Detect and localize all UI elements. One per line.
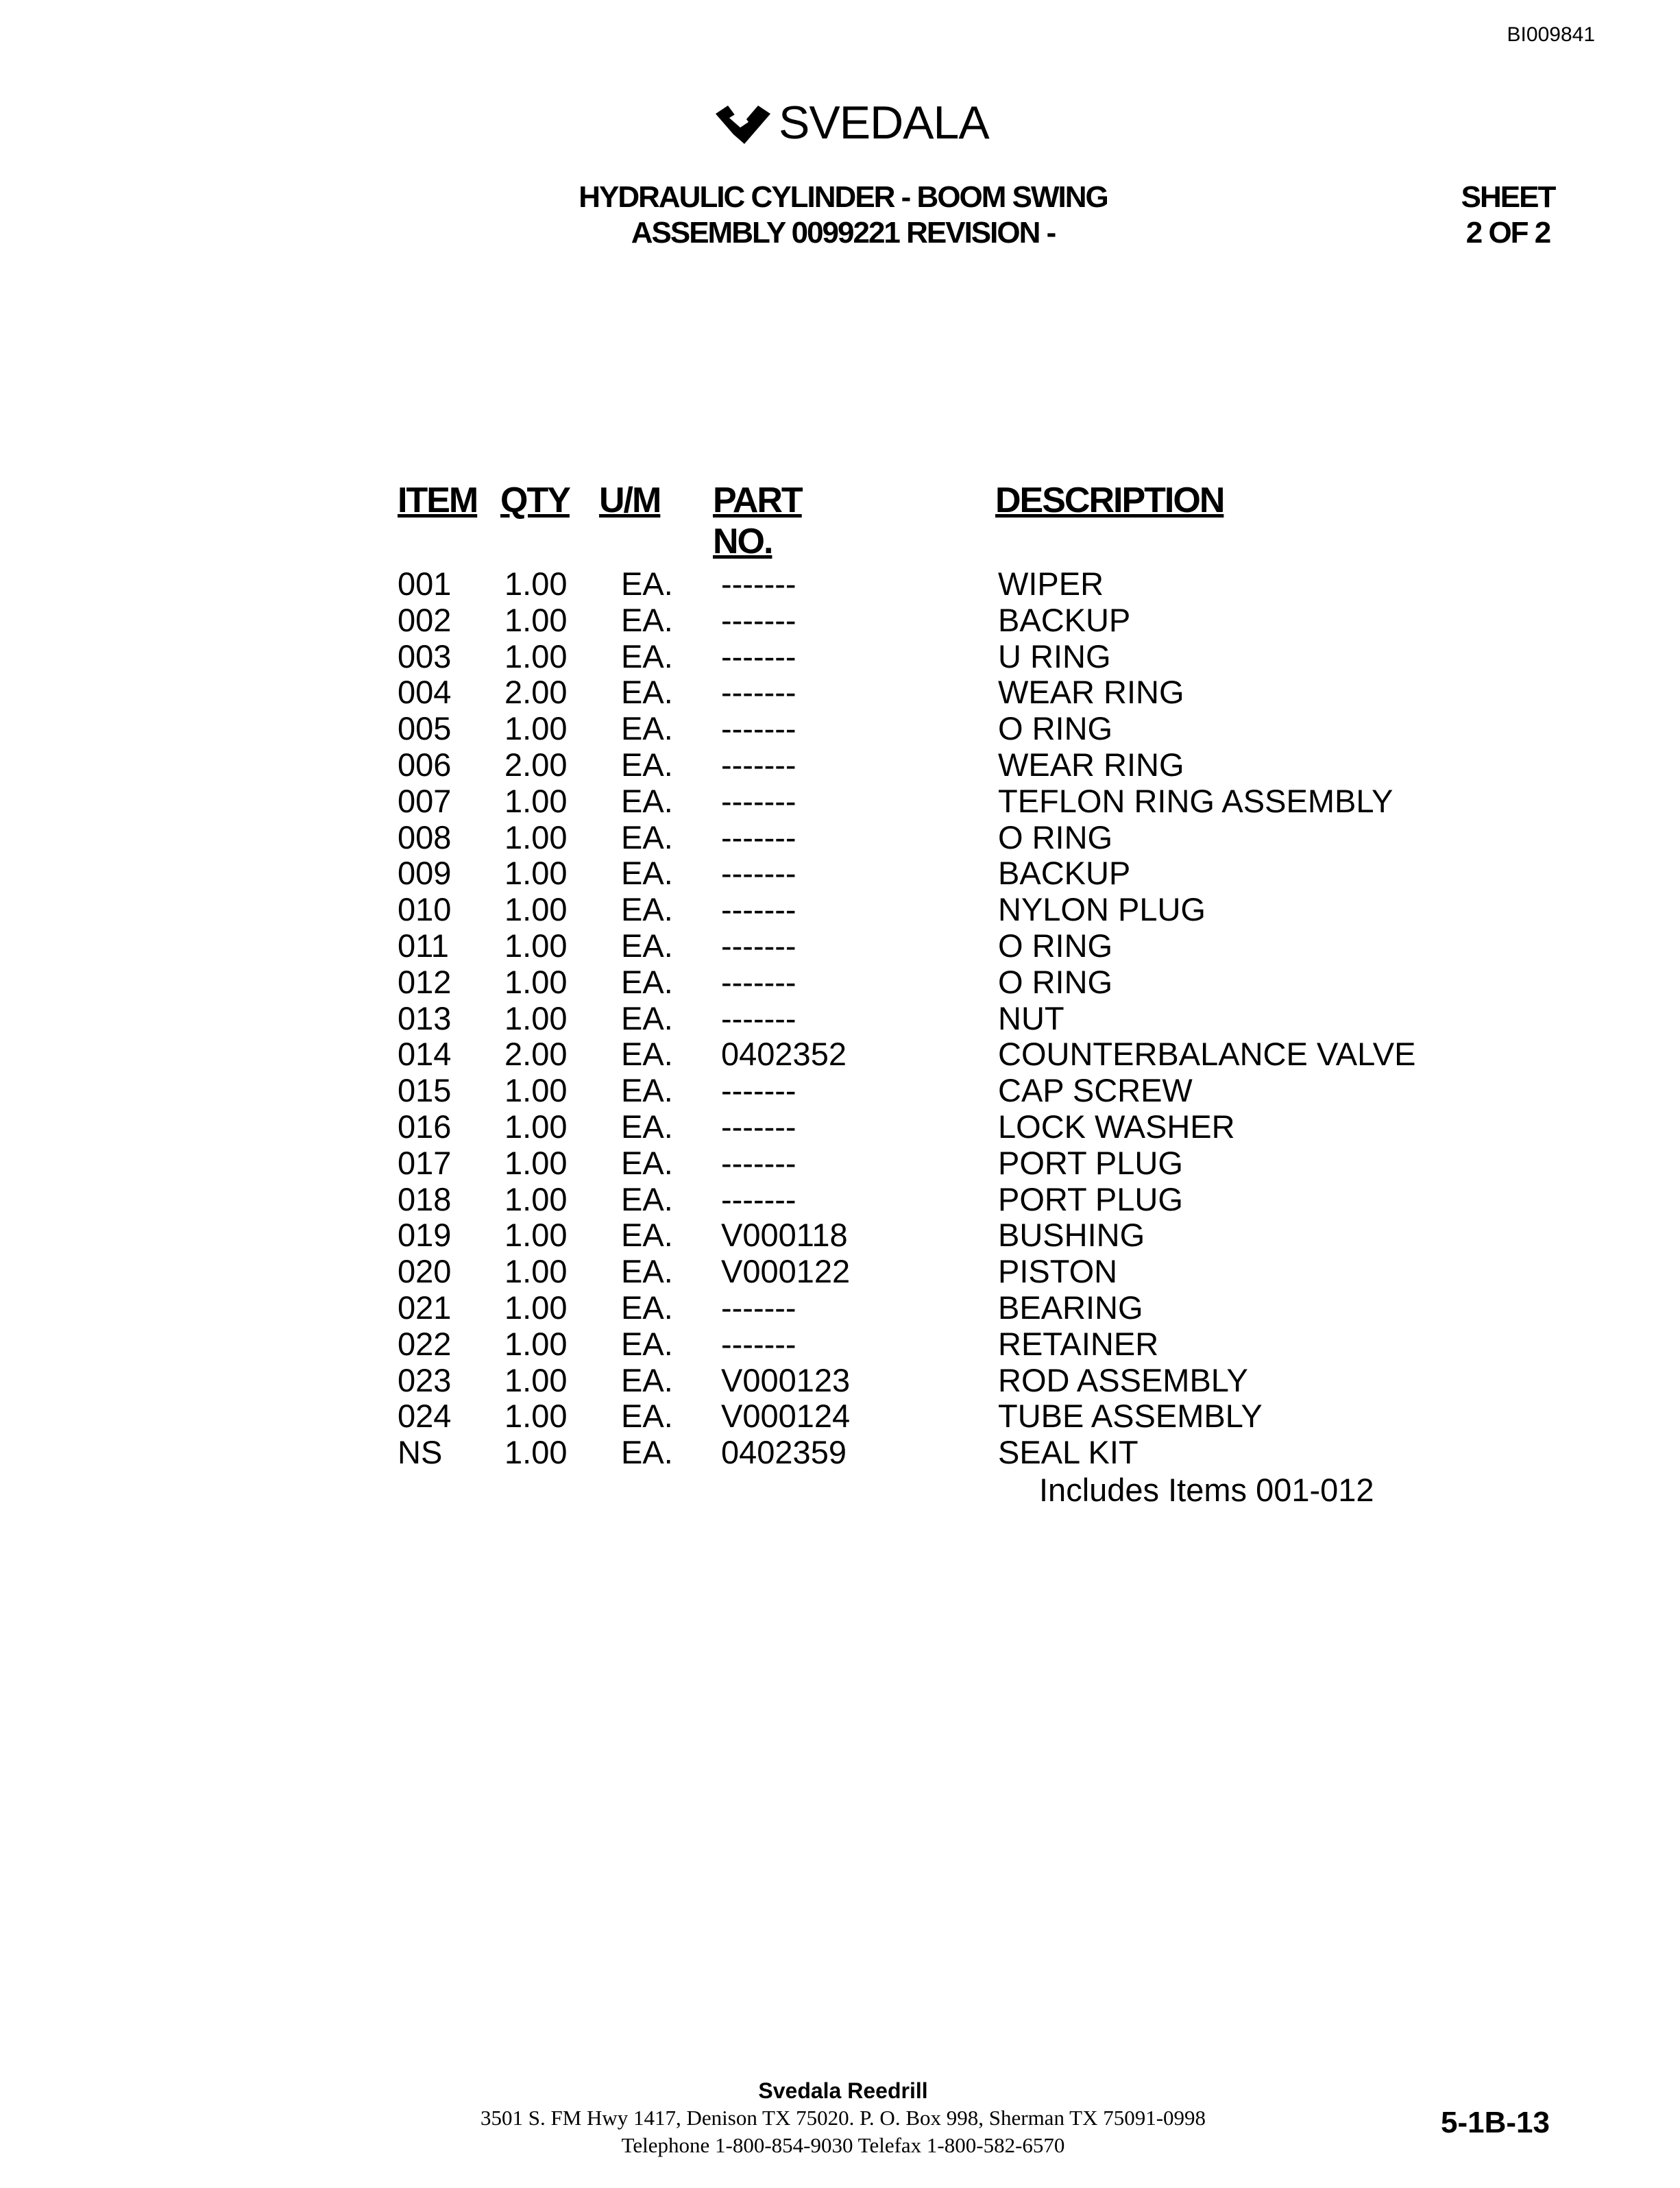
cell-part-no: ------- bbox=[721, 710, 796, 747]
header-description: DESCRIPTION bbox=[995, 481, 1224, 520]
cell-part-no: ------- bbox=[721, 999, 796, 1036]
cell-um: EA. bbox=[621, 999, 673, 1036]
cell-um: EA. bbox=[621, 637, 673, 674]
header-qty: QTY bbox=[500, 481, 570, 520]
cell-description: O RING bbox=[998, 818, 1113, 855]
cell-item: NS bbox=[398, 1434, 443, 1471]
cell-part-no: V000123 bbox=[721, 1361, 851, 1398]
cell-item: 002 bbox=[398, 601, 452, 638]
cell-item: 019 bbox=[398, 1217, 452, 1254]
cell-description: O RING bbox=[998, 927, 1113, 964]
cell-description: NUT bbox=[998, 999, 1064, 1036]
cell-qty: 1.00 bbox=[504, 1217, 568, 1254]
cell-part-no: ------- bbox=[721, 1108, 796, 1145]
cell-qty: 2.00 bbox=[504, 674, 568, 711]
seal-kit-note: Includes Items 001-012 bbox=[1039, 1471, 1374, 1508]
cell-item: 022 bbox=[398, 1325, 452, 1362]
cell-qty: 1.00 bbox=[504, 999, 568, 1036]
cell-qty: 1.00 bbox=[504, 1289, 568, 1326]
cell-description: NYLON PLUG bbox=[998, 891, 1206, 928]
cell-qty: 1.00 bbox=[504, 963, 568, 1000]
cell-um: EA. bbox=[621, 746, 673, 783]
cell-item: 006 bbox=[398, 746, 452, 783]
cell-part-no: ------- bbox=[721, 601, 796, 638]
cell-description: RETAINER bbox=[998, 1325, 1159, 1362]
cell-um: EA. bbox=[621, 674, 673, 711]
header-um: U/M bbox=[599, 481, 661, 520]
cell-description: BUSHING bbox=[998, 1217, 1145, 1254]
cell-qty: 1.00 bbox=[504, 601, 568, 638]
svedala-chevron-logo-icon bbox=[713, 99, 775, 147]
cell-um: EA. bbox=[621, 818, 673, 855]
footer-company: Svedala Reedrill bbox=[758, 2078, 928, 2103]
cell-description: O RING bbox=[998, 710, 1113, 747]
cell-part-no: ------- bbox=[721, 818, 796, 855]
cell-part-no: ------- bbox=[721, 1144, 796, 1181]
cell-qty: 1.00 bbox=[504, 855, 568, 892]
cell-um: EA. bbox=[621, 1325, 673, 1362]
cell-part-no: ------- bbox=[721, 891, 796, 928]
cell-qty: 1.00 bbox=[504, 1325, 568, 1362]
cell-um: EA. bbox=[621, 1217, 673, 1254]
cell-qty: 1.00 bbox=[504, 1398, 568, 1435]
cell-description: BACKUP bbox=[998, 601, 1131, 638]
cell-um: EA. bbox=[621, 1253, 673, 1290]
cell-description: TUBE ASSEMBLY bbox=[998, 1398, 1263, 1435]
cell-description: BEARING bbox=[998, 1289, 1143, 1326]
cell-um: EA. bbox=[621, 1036, 673, 1073]
cell-qty: 1.00 bbox=[504, 637, 568, 674]
cell-qty: 1.00 bbox=[504, 1361, 568, 1398]
cell-part-no: V000122 bbox=[721, 1253, 851, 1290]
cell-part-no: ------- bbox=[721, 855, 796, 892]
document-id: BI009841 bbox=[1507, 23, 1595, 46]
cell-item: 024 bbox=[398, 1398, 452, 1435]
cell-description: LOCK WASHER bbox=[998, 1108, 1235, 1145]
cell-qty: 2.00 bbox=[504, 1036, 568, 1073]
header-item: ITEM bbox=[398, 481, 478, 520]
cell-qty: 1.00 bbox=[504, 782, 568, 819]
cell-part-no: ------- bbox=[721, 674, 796, 711]
cell-item: 007 bbox=[398, 782, 452, 819]
cell-um: EA. bbox=[621, 891, 673, 928]
brand-name: SVEDALA bbox=[779, 97, 989, 149]
cell-part-no: ------- bbox=[721, 782, 796, 819]
cell-item: 005 bbox=[398, 710, 452, 747]
cell-description: PORT PLUG bbox=[998, 1144, 1183, 1181]
cell-description: WIPER bbox=[998, 566, 1104, 602]
cell-um: EA. bbox=[621, 1289, 673, 1326]
cell-qty: 1.00 bbox=[504, 818, 568, 855]
footer-phone: Telephone 1-800-854-9030 Telefax 1-800-582-6570 bbox=[621, 2133, 1065, 2157]
footer bbox=[363, 2077, 1323, 2159]
cell-um: EA. bbox=[621, 1361, 673, 1398]
cell-um: EA. bbox=[621, 601, 673, 638]
cell-item: 014 bbox=[398, 1036, 452, 1073]
cell-um: EA. bbox=[621, 963, 673, 1000]
cell-um: EA. bbox=[621, 1398, 673, 1435]
cell-description: BACKUP bbox=[998, 855, 1131, 892]
cell-description: CAP SCREW bbox=[998, 1072, 1193, 1109]
cell-part-no: ------- bbox=[721, 1325, 796, 1362]
cell-qty: 1.00 bbox=[504, 1144, 568, 1181]
cell-description: O RING bbox=[998, 963, 1113, 1000]
cell-item: 023 bbox=[398, 1361, 452, 1398]
footer-address: 3501 S. FM Hwy 1417, Denison TX 75020. P. O. Box 998, Sherman TX 75091-0998 bbox=[480, 2106, 1206, 2130]
cell-part-no: ------- bbox=[721, 746, 796, 783]
cell-item: 017 bbox=[398, 1144, 452, 1181]
cell-um: EA. bbox=[621, 855, 673, 892]
cell-item: 021 bbox=[398, 1289, 452, 1326]
cell-um: EA. bbox=[621, 1072, 673, 1109]
cell-item: 010 bbox=[398, 891, 452, 928]
cell-um: EA. bbox=[621, 1434, 673, 1471]
cell-item: 011 bbox=[398, 927, 449, 964]
cell-item: 004 bbox=[398, 674, 452, 711]
cell-um: EA. bbox=[621, 1144, 673, 1181]
document-title bbox=[494, 180, 1193, 251]
cell-qty: 1.00 bbox=[504, 1072, 568, 1109]
cell-part-no: ------- bbox=[721, 963, 796, 1000]
sheet-label: SHEET bbox=[1461, 180, 1555, 214]
cell-qty: 1.00 bbox=[504, 1180, 568, 1217]
cell-um: EA. bbox=[621, 1108, 673, 1145]
cell-item: 016 bbox=[398, 1108, 452, 1145]
cell-part-no: V000124 bbox=[721, 1398, 851, 1435]
cell-qty: 1.00 bbox=[504, 1434, 568, 1471]
cell-qty: 1.00 bbox=[504, 710, 568, 747]
cell-description: WEAR RING bbox=[998, 674, 1184, 711]
page-number: 5-1B-13 bbox=[1441, 2106, 1550, 2139]
cell-um: EA. bbox=[621, 782, 673, 819]
brand-logo bbox=[713, 96, 989, 149]
cell-description: COUNTERBALANCE VALVE bbox=[998, 1036, 1416, 1073]
cell-description: U RING bbox=[998, 637, 1111, 674]
cell-item: 003 bbox=[398, 637, 452, 674]
cell-qty: 1.00 bbox=[504, 891, 568, 928]
cell-part-no: ------- bbox=[721, 1072, 796, 1109]
cell-item: 020 bbox=[398, 1253, 452, 1290]
header-part-no: PART NO. bbox=[713, 481, 802, 561]
cell-qty: 1.00 bbox=[504, 566, 568, 602]
cell-item: 009 bbox=[398, 855, 452, 892]
cell-part-no: ------- bbox=[721, 1289, 796, 1326]
sheet-count: 2 OF 2 bbox=[1465, 216, 1550, 250]
cell-um: EA. bbox=[621, 927, 673, 964]
cell-description: ROD ASSEMBLY bbox=[998, 1361, 1248, 1398]
cell-description: SEAL KIT bbox=[998, 1434, 1139, 1471]
cell-item: 001 bbox=[398, 566, 452, 602]
cell-item: 012 bbox=[398, 963, 452, 1000]
title-line-1: HYDRAULIC CYLINDER - BOOM SWING bbox=[579, 180, 1108, 214]
cell-description: WEAR RING bbox=[998, 746, 1184, 783]
cell-item: 015 bbox=[398, 1072, 452, 1109]
cell-um: EA. bbox=[621, 566, 673, 602]
cell-qty: 1.00 bbox=[504, 1108, 568, 1145]
cell-um: EA. bbox=[621, 710, 673, 747]
cell-qty: 1.00 bbox=[504, 927, 568, 964]
cell-part-no: ------- bbox=[721, 927, 796, 964]
cell-description: PORT PLUG bbox=[998, 1180, 1183, 1217]
title-line-2: ASSEMBLY 0099221 REVISION - bbox=[631, 216, 1056, 250]
cell-part-no: ------- bbox=[721, 566, 796, 602]
cell-item: 013 bbox=[398, 999, 452, 1036]
cell-description: PISTON bbox=[998, 1253, 1118, 1290]
cell-part-no: 0402359 bbox=[721, 1434, 847, 1471]
cell-part-no: ------- bbox=[721, 1180, 796, 1217]
cell-qty: 2.00 bbox=[504, 746, 568, 783]
cell-part-no: ------- bbox=[721, 637, 796, 674]
sheet-indicator bbox=[1439, 180, 1576, 251]
cell-qty: 1.00 bbox=[504, 1253, 568, 1290]
cell-part-no: 0402352 bbox=[721, 1036, 847, 1073]
cell-um: EA. bbox=[621, 1180, 673, 1217]
cell-item: 018 bbox=[398, 1180, 452, 1217]
cell-item: 008 bbox=[398, 818, 452, 855]
cell-part-no: V000118 bbox=[721, 1217, 848, 1254]
cell-description: TEFLON RING ASSEMBLY bbox=[998, 782, 1393, 819]
